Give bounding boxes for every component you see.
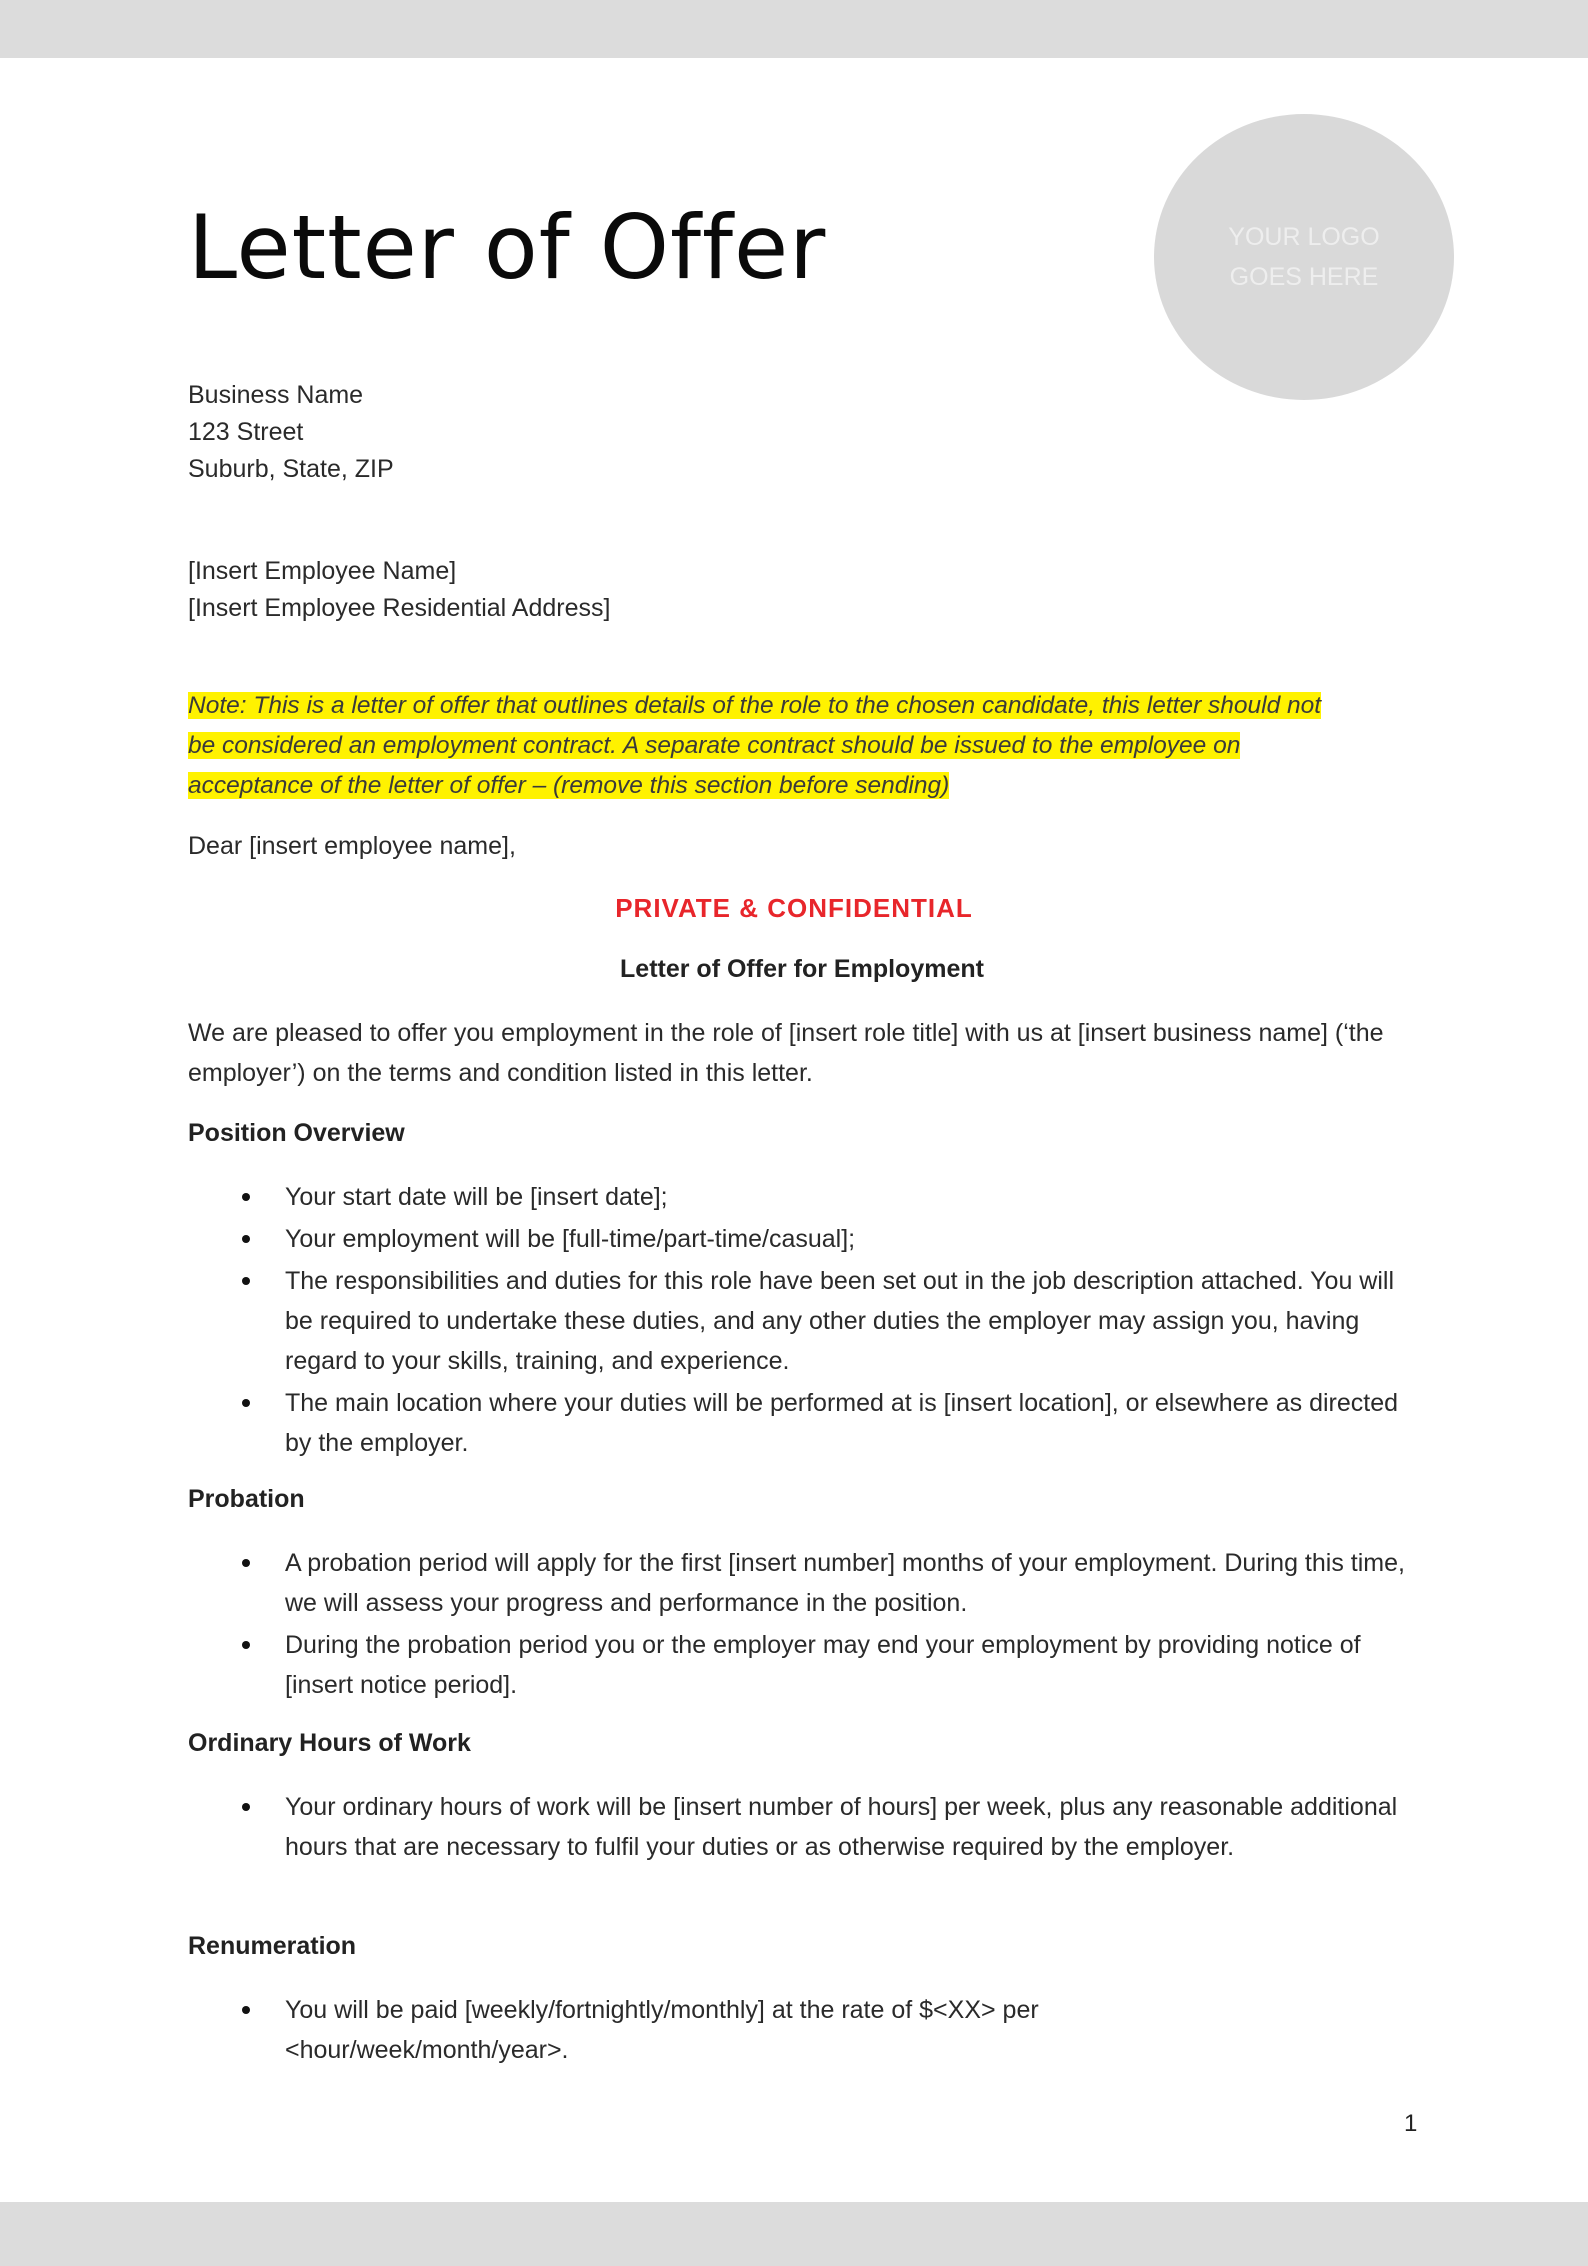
- probation-list: [188, 1543, 1428, 1707]
- ordinary-hours-list: [188, 1787, 1428, 1869]
- salutation: Dear [insert employee name],: [188, 832, 516, 860]
- list-item: Your ordinary hours of work will be [insert number of hours] per week, plus any reasonable additional hours that are necessary to fulfil your duties or as otherwise required by the employer.: [188, 1787, 1428, 1867]
- employee-address: [188, 553, 610, 627]
- logo-text-line2: GOES HERE: [1229, 263, 1379, 291]
- document-page: [0, 58, 1588, 2202]
- employee-residential-address: [Insert Employee Residential Address]: [188, 594, 611, 622]
- letter-subtitle: Letter of Offer for Employment: [620, 955, 984, 983]
- logo-placeholder: [1154, 114, 1454, 400]
- section-heading-ordinary-hours: Ordinary Hours of Work: [188, 1729, 471, 1757]
- confidential-label: PRIVATE & CONFIDENTIAL: [615, 893, 973, 923]
- list-item: You will be paid [weekly/fortnightly/monthly] at the rate of $<XX> per <hour/week/month/year>.: [188, 1990, 1165, 2070]
- highlighted-note: [188, 686, 1338, 806]
- intro-paragraph: We are pleased to offer you employment in the role of [insert role title] with us at [insert business name] (‘the employer’) on the terms and condition listed in this letter.: [188, 1019, 1384, 1087]
- list-item: Your employment will be [full-time/part-time/casual];: [188, 1219, 1428, 1259]
- note-text: Note: This is a letter of offer that outlines details of the role to the chosen candidate, this letter should not be considered an employment contract. A separate contract should be issued to the employee on acceptance of the letter of offer – (remove this section before sending): [188, 692, 1322, 799]
- business-locality: Suburb, State, ZIP: [188, 455, 394, 483]
- business-street: 123 Street: [188, 418, 304, 446]
- list-item: A probation period will apply for the first [insert number] months of your employment. During this time, we will assess your progress and performance in the position.: [188, 1543, 1428, 1623]
- section-heading-renumeration: Renumeration: [188, 1932, 357, 1960]
- list-item: The responsibilities and duties for this role have been set out in the job description attached. You will be required to undertake these duties, and any other duties the employer may assign you, having regard to your skills, training, and experience.: [188, 1261, 1428, 1381]
- list-item: Your start date will be [insert date];: [188, 1177, 1428, 1217]
- list-item: During the probation period you or the employer may end your employment by providing notice of [insert notice period].: [188, 1625, 1428, 1705]
- page-number: 1: [1404, 2110, 1418, 2137]
- section-heading-probation: Probation: [188, 1485, 305, 1513]
- section-heading-position-overview: Position Overview: [188, 1119, 405, 1147]
- document-title: Letter of Offer: [188, 196, 827, 299]
- list-item: The main location where your duties will be performed at is [insert location], or elsewhere as directed by the employer.: [188, 1383, 1428, 1463]
- employee-name: [Insert Employee Name]: [188, 557, 457, 585]
- logo-text-line1: YOUR LOGO: [1228, 223, 1380, 251]
- business-name: Business Name: [188, 381, 364, 409]
- position-overview-list: [188, 1177, 1428, 1465]
- business-address: [188, 377, 394, 488]
- renumeration-list: [188, 1990, 1428, 2072]
